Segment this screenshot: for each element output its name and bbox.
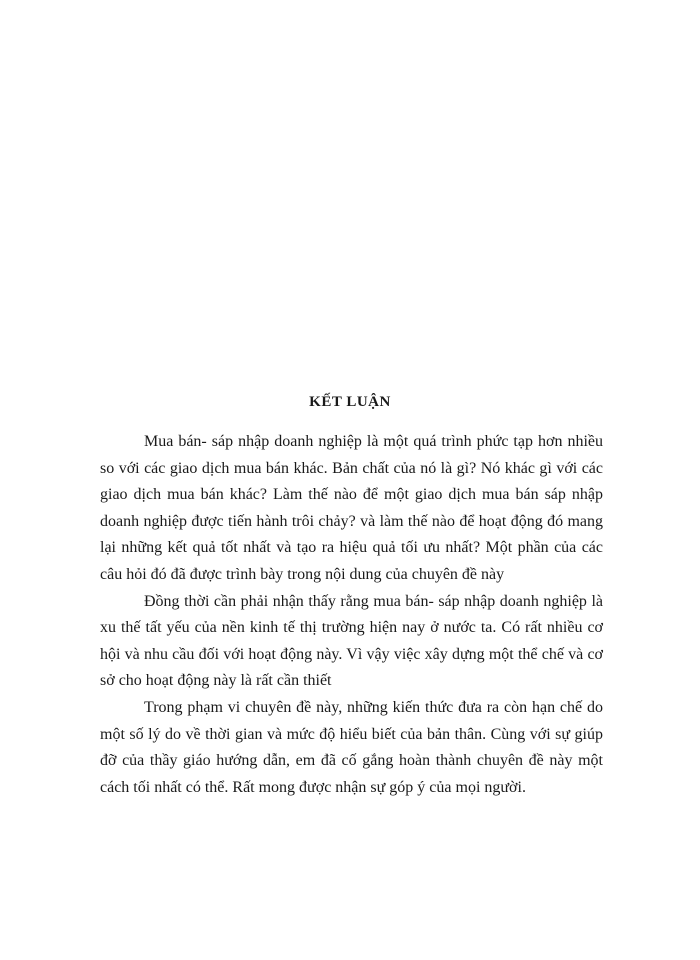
paragraph-3: Trong phạm vi chuyên đề này, những kiến thức đưa ra còn hạn chế do một số lý do về thời gian và mức độ hiểu biết của bản thân. Cùng với sự giúp đỡ của thầy giáo hướng dẫn, em đã cố gắng hoàn thành chuyên đề này một cách tối nhất có thể. Rất mong được nhận sự góp ý của mọi người. (100, 698, 603, 796)
page-title: KẾT LUẬN (309, 394, 391, 410)
paragraph-2: Đồng thời cần phải nhận thấy rằng mua bán- sáp nhập doanh nghiệp là xu thế tất yếu của nền kinh tế thị trường hiện nay ở nước ta. Có rất nhiều cơ hội và nhu cầu đối với hoạt động này. Vì vậy việc xây dựng một thể chế và cơ sở cho hoạt động này là rất cần thiết (100, 592, 603, 690)
document-body (100, 429, 603, 801)
paragraph-1: Mua bán- sáp nhập doanh nghiệp là một quá trình phức tạp hơn nhiều so với các giao dịch mua bán khác. Bản chất của nó là gì? Nó khác gì với các giao dịch mua bán khác? Làm thế nào để một giao dịch mua bán sáp nhập doanh nghiệp được tiến hành trôi chảy? và làm thế nào để hoạt động đó mang lại những kết quả tốt nhất và tạo ra hiệu quả tối ưu nhất? Một phần của các câu hỏi đó đã được trình bày trong nội dung của chuyên đề này (100, 433, 603, 583)
